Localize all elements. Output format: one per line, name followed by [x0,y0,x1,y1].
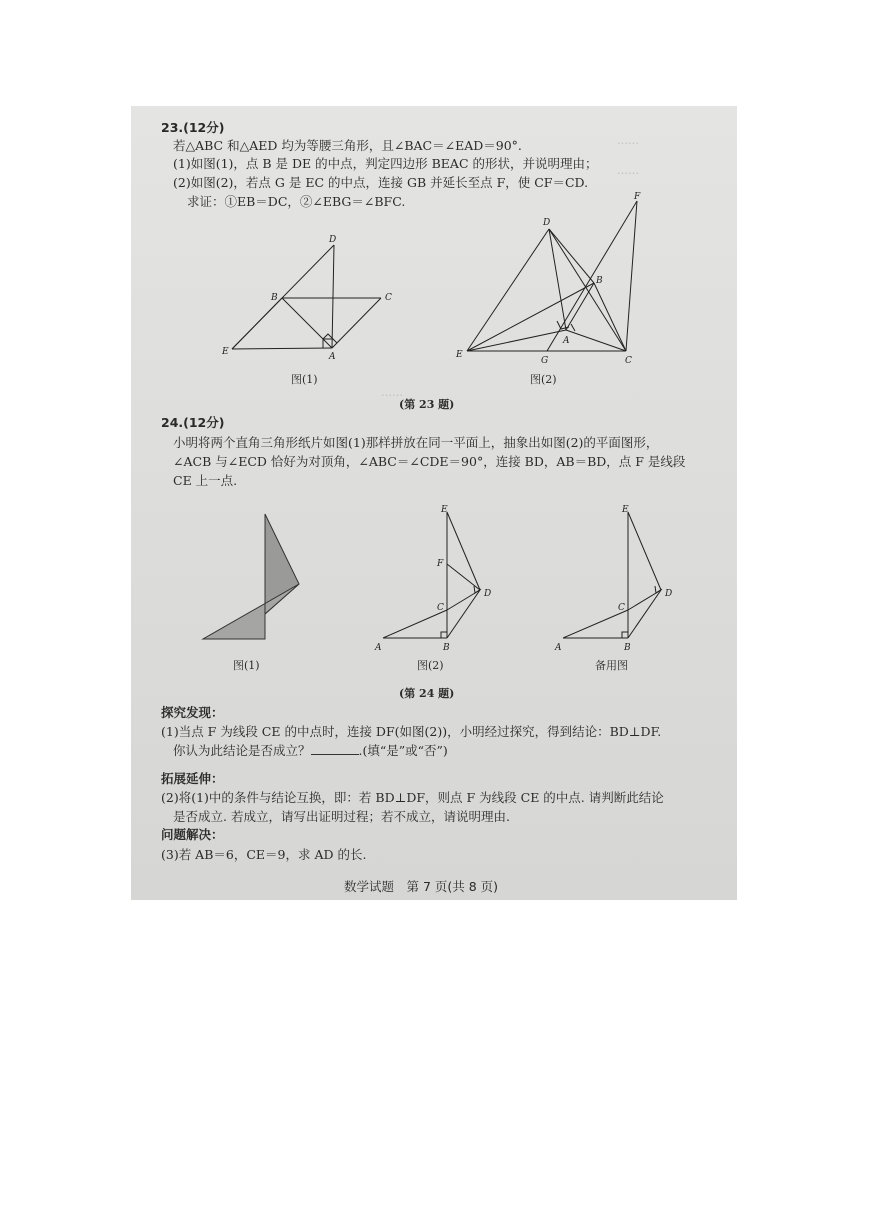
label-D: D [329,235,337,245]
q24-statement-2: ∠ACB 与∠ECD 恰好为对顶角，∠ABC＝∠CDE＝90°，连接 BD，AB＝BD，点 F 是线段 [173,454,686,469]
q23-figure-title: (第 23 题) [399,398,455,411]
q24-part1-hint: .(填“是”或“否”) [358,743,448,758]
q23-part2: (2)如图(2)，若点 G 是 EC 的中点，连接 GB 并延长至点 F，使 CF＝CD. [173,175,589,190]
q23-part1: (1)如图(1)，点 B 是 DE 的中点，判定四边形 BEAC 的形状，并说明理由； [173,156,598,171]
fig23-2-caption: 图(2) [530,373,557,386]
q24-part2-cont: 是否成立. 若成立，请写出证明过程；若不成立，请说明理由. [173,809,510,824]
section-explore: 探究发现： [161,705,224,720]
fig24-2-caption: 图(2) [417,659,444,672]
q24-heading: 24.(12分) [161,415,225,430]
q24-statement-3: CE 上一点. [173,473,238,488]
label-C: C [625,356,632,366]
label-D: D [484,589,492,599]
q23-heading: 23.(12分) [161,120,225,135]
label-B: B [624,643,631,653]
q24-part1-prompt: 你认为此结论是否成立？ [173,743,311,758]
label-E: E [222,347,229,357]
q23-statement: 若△ABC 和△AED 均为等腰三角形，且∠BAC＝∠EAD＝90°. [173,138,522,153]
label-B: B [443,643,450,653]
label-C: C [437,603,444,613]
label-E: E [622,505,629,515]
exam-page [131,106,737,900]
fig24-spare-caption: 备用图 [595,659,628,672]
figure-24-2 [371,504,501,654]
label-C: C [385,293,392,303]
label-F: F [437,559,444,569]
label-D: D [665,589,673,599]
bleed-through: …… [381,386,403,399]
bleed-through: …… [617,134,639,147]
section-solve: 问题解决： [161,827,224,842]
label-D: D [543,218,551,228]
label-A: A [555,643,562,653]
q23-prove: 求证：①EB＝DC，②∠EBG＝∠BFC. [187,194,406,209]
label-E: E [441,505,448,515]
fig23-1-caption: 图(1) [291,373,318,386]
label-F: F [634,192,641,202]
figure-24-spare [551,504,681,654]
q24-part3: (3)若 AB＝6，CE＝9，求 AD 的长. [161,847,367,862]
label-G: G [541,356,549,366]
q24-statement-1: 小明将两个直角三角形纸片如图(1)那样拼放在同一平面上，抽象出如图(2)的平面图形， [173,435,659,450]
label-B: B [271,293,278,303]
answer-blank[interactable] [311,742,359,755]
fig24-1-caption: 图(1) [233,659,260,672]
q24-figure-title: (第 24 题) [399,687,455,700]
page-footer: 数学试题 第 7 页(共 8 页) [344,879,499,894]
figure-23-1 [219,228,419,368]
section-extend: 拓展延伸： [161,771,224,786]
q24-part1-question [173,742,448,760]
label-E: E [456,350,463,360]
label-A: A [375,643,382,653]
bleed-through: …… [617,164,639,177]
figure-24-1 [199,506,309,646]
figure-23-2 [453,191,653,366]
q24-part2: (2)将(1)中的条件与结论互换，即：若 BD⊥DF，则点 F 为线段 CE 的中点. 请判断此结论 [161,790,664,805]
label-C: C [618,603,625,613]
label-B: B [596,276,603,286]
label-A: A [563,336,570,346]
label-A: A [329,352,336,362]
q24-part1: (1)当点 F 为线段 CE 的中点时，连接 DF(如图(2))，小明经过探究，得到结论：BD⊥DF. [161,724,662,739]
